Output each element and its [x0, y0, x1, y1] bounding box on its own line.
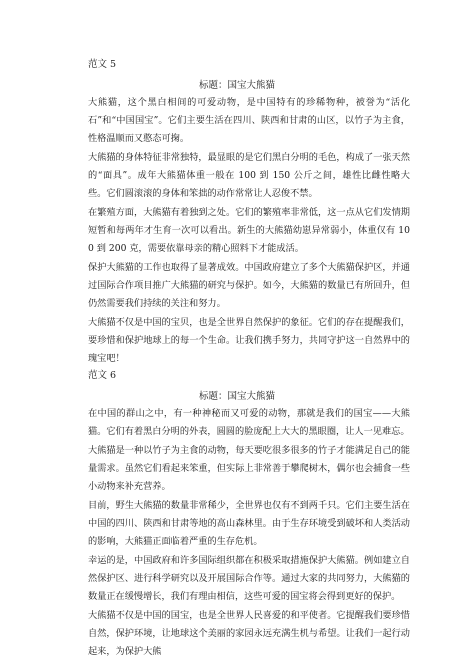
section-title-6: 标题：国宝大熊猫 [198, 391, 275, 402]
paragraph: 大熊猫，这个黑白相间的可爱动物，是中国特有的珍稀物种，被誉为“活化石”和“中国国宝”。它们主要生活在四川、陕西和甘肃的山区，以竹子为主食，性格温顺而又憨态可掬。 [88, 97, 410, 144]
section-heading-6: 范文 6 [88, 370, 117, 381]
paragraph: 大熊猫的身体特征非常独特，最显眼的是它们黑白分明的毛色，构成了一张天然的“面具”。成年大熊猫体重一般在 100 到 150 公斤之间，雄性比雌性略大些。它们圆滚滚的身体和笨拙的动作常常让人忍俊不禁。 [88, 152, 410, 199]
section-heading-5: 范文 5 [88, 59, 117, 70]
paragraph: 大熊猫不仅是中国的宝贝，也是全世界自然保护的象征。它们的存在提醒我们，要珍惜和保护地球上的每一个生命。让我们携手努力，共同守护这一自然界中的瑰宝吧！ [88, 317, 410, 364]
paragraph: 大熊猫不仅是中国的国宝，也是全世界人民喜爱的和平使者。它提醒我们要珍惜自然，保护环境，让地球这个美丽的家园永远充满生机与希望。让我们一起行动起来，为保护大熊 [88, 610, 410, 657]
paragraph: 幸运的是，中国政府和许多国际组织都在积极采取措施保护大熊猫。例如建立自然保护区、进行科学研究以及开展国际合作等。通过大家的共同努力，大熊猫的数量正在缓慢增长，我们有理由相信，这些可爱的国宝将会得到更好的保护。 [88, 555, 410, 602]
paragraph: 大熊猫是一种以竹子为主食的动物，每天要吃很多很多的竹子才能满足自己的能量需求。虽然它们看起来笨重，但实际上非常善于攀爬树木，偶尔也会捕食一些小动物来补充营养。 [88, 445, 410, 492]
paragraph: 在繁殖方面，大熊猫有着独到之处。它们的繁殖率非常低，这一点从它们发情期短暂和每两年才生育一次可以看出。新生的大熊猫幼崽异常弱小，体重仅有 100 到 200 克，需要依靠母亲的精心照料下才能成活。 [88, 207, 410, 254]
section-title-5: 标题：国宝大熊猫 [198, 80, 275, 91]
paragraph: 目前，野生大熊猫的数量非常稀少，全世界也仅有不到两千只。它们主要生活在中国的四川、陕西和甘肃等地的高山森林里。由于生存环境受到破坏和人类活动的影响，大熊猫正面临着严重的生存危机。 [88, 500, 410, 547]
paragraph: 保护大熊猫的工作也取得了显著成效。中国政府建立了多个大熊猫保护区，并通过国际合作项目推广大熊猫的研究与保护。如今，大熊猫的数量已有所回升，但仍然需要我们持续的关注和努力。 [88, 262, 410, 309]
paragraph: 在中国的群山之中，有一种神秘而又可爱的动物，那就是我们的国宝——大熊猫。它们有着黑白分明的外表，圆圆的脸庞配上大大的黑眼圈，让人一见难忘。 [88, 408, 410, 437]
